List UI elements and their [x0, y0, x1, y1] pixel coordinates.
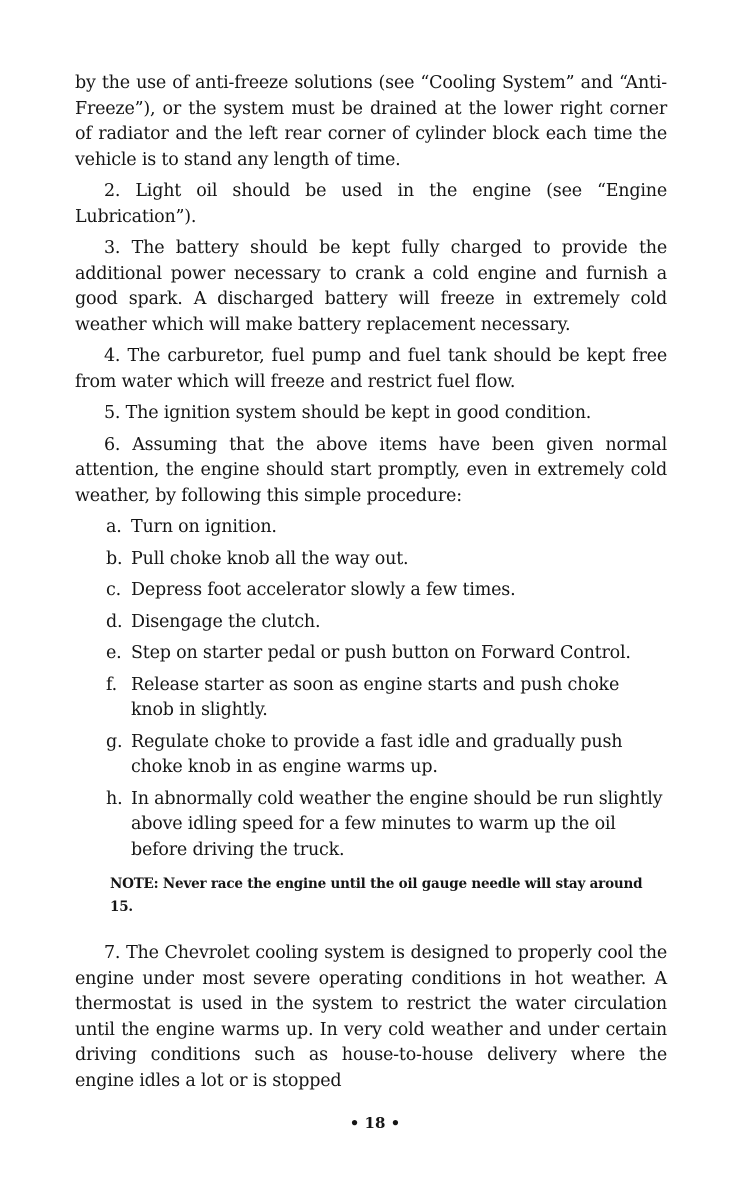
step-text: Step on starter pedal or push button on Forward Control. [131, 643, 631, 663]
list-item [75, 787, 667, 864]
page-number: • 18 • [349, 1114, 401, 1132]
step-label: e. [106, 643, 122, 663]
list-item [75, 578, 667, 604]
step-label: a. [106, 517, 122, 537]
paragraph-6: 6. Assuming that the above items have been given normal attention, the engine should start promptly, even in extremely cold weather, by following this simple procedure: [75, 434, 667, 506]
continued-paragraph: by the use of anti-freeze solutions (see “Cooling System” and “Anti-Freeze”), or the system must be drained at the lower right corner of radiator and the left rear corner of cylinder block each time the vehicle is to stand any length of time. [75, 73, 667, 170]
step-text: Turn on ignition. [131, 517, 277, 537]
list-item [75, 641, 667, 667]
step-label: c. [106, 580, 121, 600]
page-body [75, 71, 667, 1100]
paragraph-7: 7. The Chevrolet cooling system is designed to properly cool the engine under most severe operating conditions in hot weather. A thermostat is used in the system to restrict the water circulation until the engine warms up. In very cold weather and under certain driving conditions such as house-to-house delivery where the engine idles a lot or is stopped [75, 943, 667, 1091]
paragraph-3: 3. The battery should be kept fully charged to provide the additional power necessary to crank a cold engine and furnish a good spark. A discharged battery will freeze in extremely cold weather which will make battery replacement necessary. [75, 238, 667, 335]
list-item [75, 730, 667, 781]
procedure-list [75, 515, 667, 863]
step-label: b. [106, 548, 123, 569]
list-item [75, 515, 667, 541]
step-label: f. [106, 674, 118, 695]
step-label: h. [106, 788, 123, 809]
paragraph-2: 2. Light oil should be used in the engine (see “Engine Lubrication”). [75, 181, 667, 227]
paragraph-4: 4. The carburetor, fuel pump and fuel tank should be kept free from water which will freeze and restrict fuel flow. [75, 346, 667, 392]
list-item [75, 673, 667, 724]
step-text: Pull choke knob all the way out. [131, 548, 409, 569]
step-text: In abnormally cold weather the engine should be run slightly above idling speed for a few minutes to warm up the oil before driving the truck. [131, 788, 663, 860]
step-label: g. [106, 731, 123, 752]
paragraph-5: 5. The ignition system should be kept in good condition. [104, 403, 592, 423]
step-text: Depress foot accelerator slowly a few times. [131, 580, 516, 600]
note-text: NOTE: Never race the engine until the oil gauge needle will stay around 15. [110, 876, 643, 915]
step-text: Release starter as soon as engine starts and push choke knob in slightly. [131, 674, 620, 720]
step-label: d. [106, 611, 123, 632]
list-item [75, 547, 667, 573]
list-item [75, 610, 667, 636]
step-text: Disengage the clutch. [131, 611, 321, 632]
step-text: Regulate choke to provide a fast idle and gradually push choke knob in as engine warms up. [131, 731, 623, 777]
